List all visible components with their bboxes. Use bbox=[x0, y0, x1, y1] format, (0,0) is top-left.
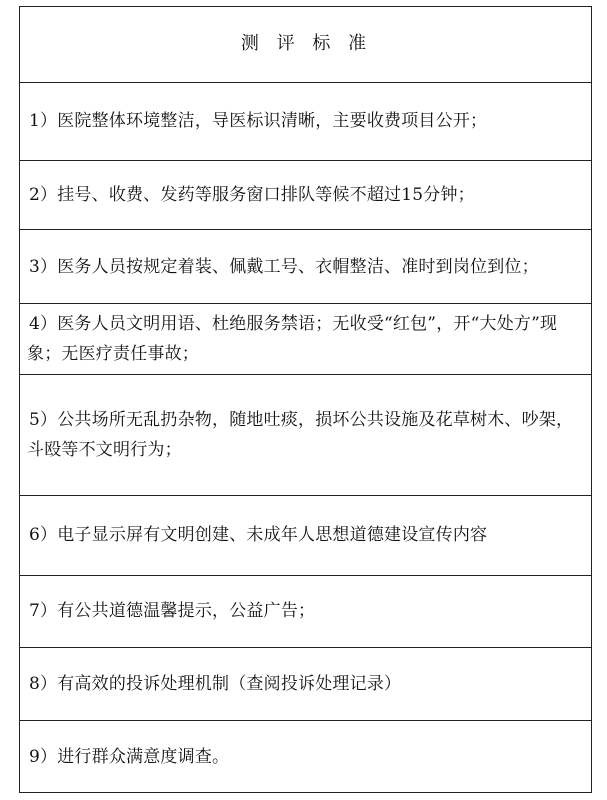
criterion-text: 5）公共场所无乱扔杂物，随地吐痰，损坏公共设施及花草树木、吵架，斗殴等不文明行为； bbox=[27, 409, 574, 460]
criterion-row-5 bbox=[20, 374, 591, 495]
criterion-row-6 bbox=[20, 495, 591, 575]
criterion-text: 4）医务人员文明用语、杜绝服务禁语；无收受“红包”，开“大处方”现象；无医疗责任事故； bbox=[27, 314, 558, 365]
criterion-text: 9）进行群众满意度调查。 bbox=[29, 746, 230, 767]
criterion-row-3 bbox=[20, 229, 591, 303]
criterion-text: 7）有公共道德温馨提示，公益广告； bbox=[29, 601, 316, 622]
criterion-row-7 bbox=[20, 575, 591, 648]
criterion-text: 2）挂号、收费、发药等服务窗口排队等候不超过15分钟； bbox=[29, 185, 475, 206]
criterion-row-1 bbox=[20, 82, 591, 160]
criterion-row-9 bbox=[20, 720, 591, 792]
table-header bbox=[20, 7, 591, 82]
criterion-row-8 bbox=[20, 647, 591, 720]
evaluation-criteria-table bbox=[19, 6, 592, 793]
criterion-row-4 bbox=[20, 303, 591, 374]
criterion-text: 8）有高效的投诉处理机制（查阅投诉处理记录） bbox=[29, 674, 402, 695]
table-title: 测 评 标 准 bbox=[240, 33, 373, 55]
criterion-text: 3）医务人员按规定着装、佩戴工号、衣帽整洁、准时到岗位到位； bbox=[29, 256, 539, 277]
criterion-text: 6）电子显示屏有文明创建、未成年人思想道德建设宣传内容 bbox=[29, 525, 488, 546]
criterion-text: 1）医院整体环境整洁，导医标识清晰，主要收费项目公开； bbox=[29, 111, 488, 132]
criterion-row-2 bbox=[20, 160, 591, 230]
